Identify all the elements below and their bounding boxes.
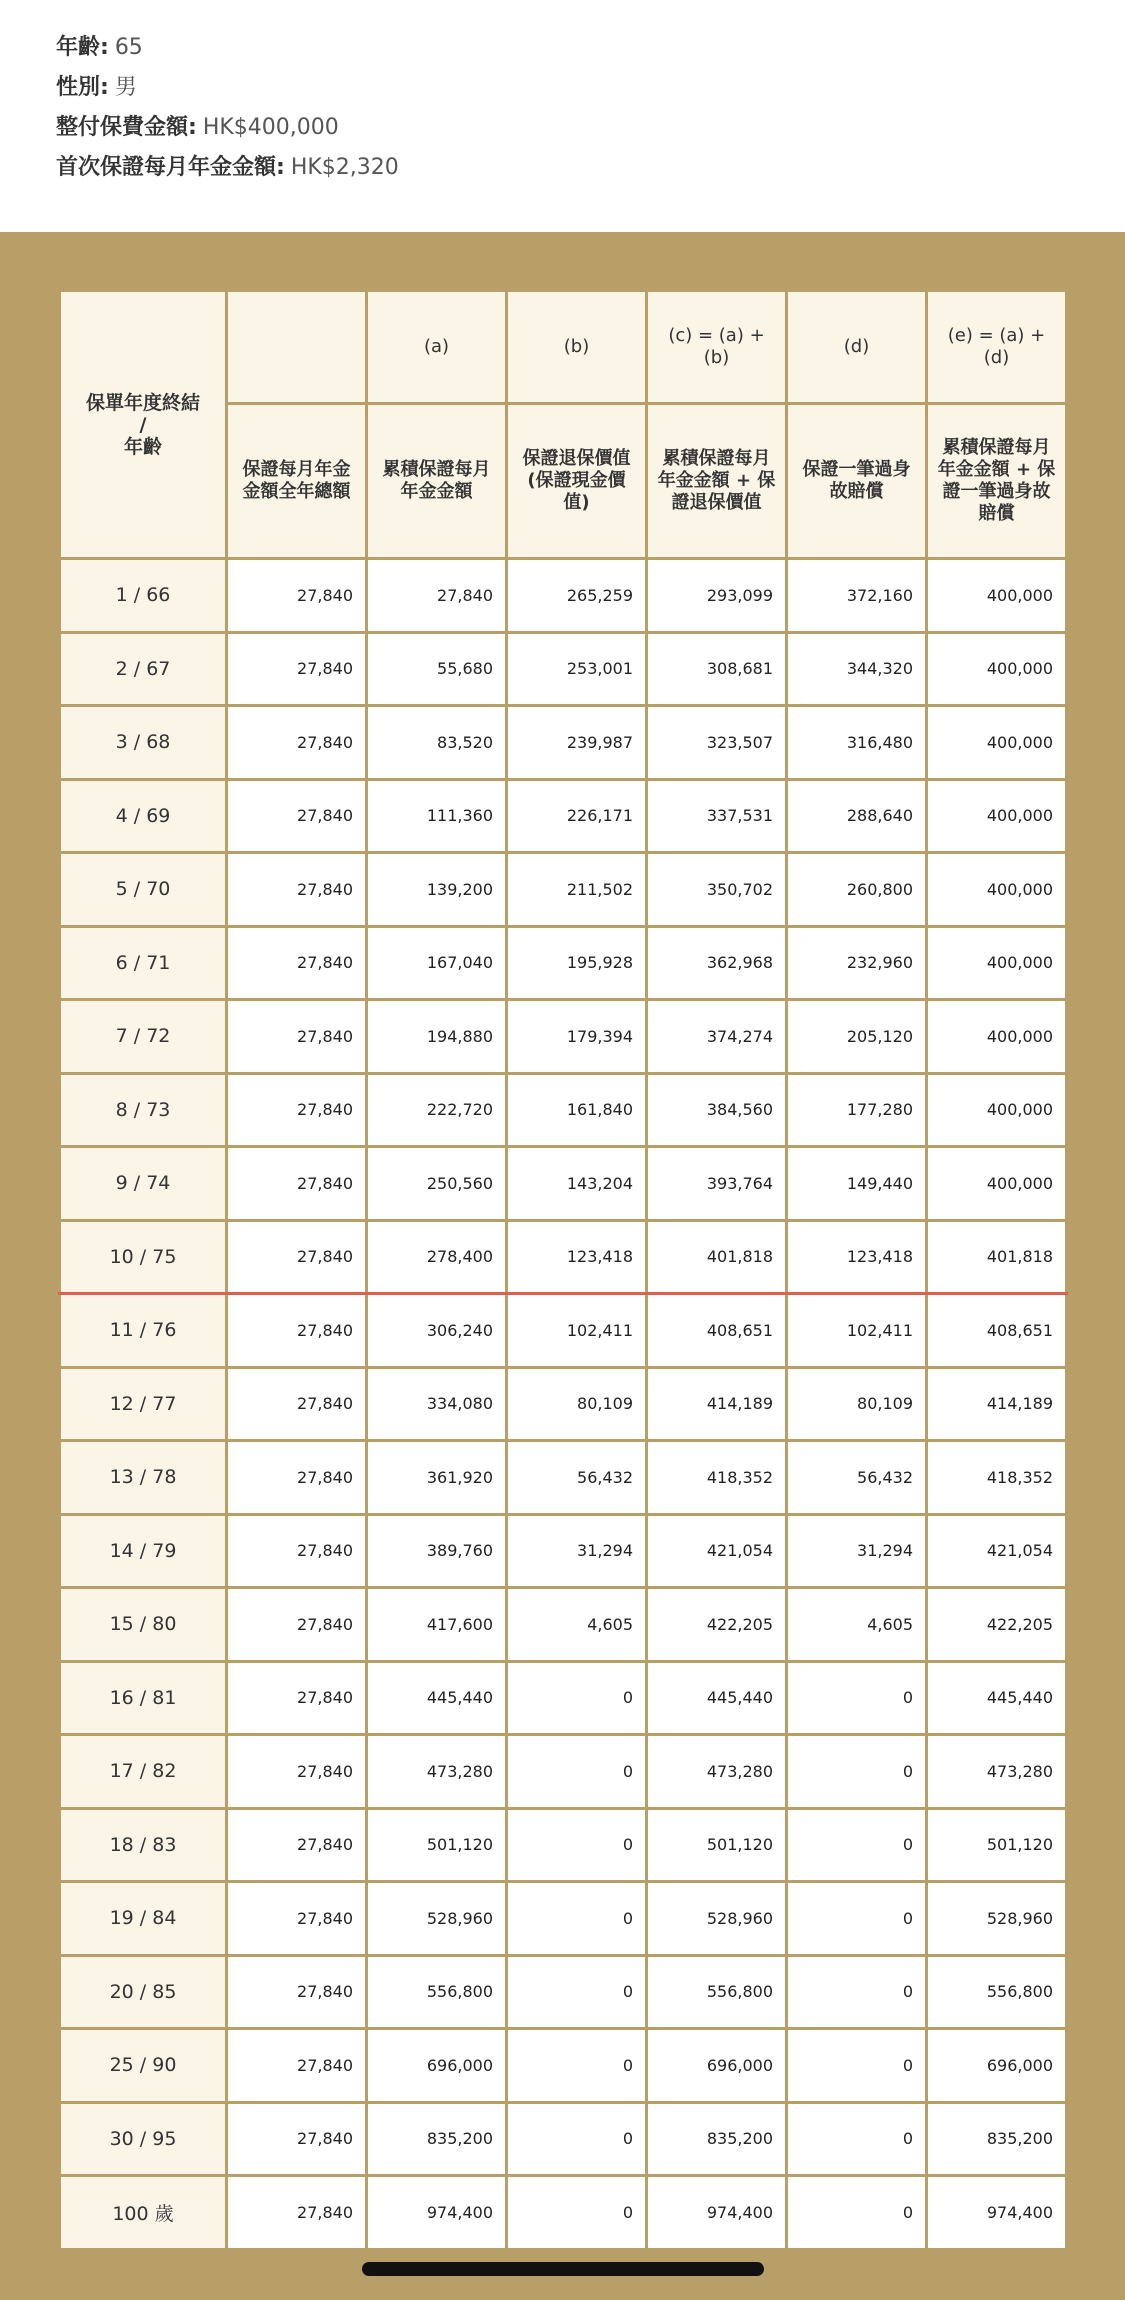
table-cell: 265,259 xyxy=(507,559,647,633)
table-cell: 149,440 xyxy=(787,1147,927,1221)
column-code: (b) xyxy=(507,291,647,404)
table-cell: 27,840 xyxy=(227,559,367,633)
row-year-age: 100 歲 xyxy=(60,2176,227,2250)
row-year-age: 12 / 77 xyxy=(60,1367,227,1441)
table-cell: 974,400 xyxy=(647,2176,787,2250)
column-code: (d) xyxy=(787,291,927,404)
table-cell: 401,818 xyxy=(927,1220,1067,1294)
table-cell: 139,200 xyxy=(367,853,507,927)
table-cell: 278,400 xyxy=(367,1220,507,1294)
table-cell: 4,605 xyxy=(507,1588,647,1662)
table-cell: 400,000 xyxy=(927,1147,1067,1221)
table-cell: 27,840 xyxy=(227,853,367,927)
table-cell: 27,840 xyxy=(227,1808,367,1882)
header-row-codes xyxy=(60,291,1067,404)
table-cell: 143,204 xyxy=(507,1147,647,1221)
table-cell: 27,840 xyxy=(227,1220,367,1294)
table-cell: 974,400 xyxy=(367,2176,507,2250)
table-body xyxy=(60,559,1067,2250)
column-code-empty xyxy=(227,291,367,404)
table-cell: 27,840 xyxy=(227,1000,367,1074)
table-cell: 445,440 xyxy=(647,1661,787,1735)
table-cell: 80,109 xyxy=(787,1367,927,1441)
benefit-table xyxy=(58,289,1068,2251)
year-header-line: 保單年度終結 xyxy=(85,391,200,414)
table-row xyxy=(60,1441,1067,1515)
column-code: (c) = (a) + (b) xyxy=(647,291,787,404)
table-cell: 27,840 xyxy=(227,1147,367,1221)
table-cell: 27,840 xyxy=(227,2176,367,2250)
table-row xyxy=(60,1073,1067,1147)
table-row xyxy=(60,1147,1067,1221)
table-row xyxy=(60,1955,1067,2029)
table-row xyxy=(60,1367,1067,1441)
summary-label: 性別: xyxy=(56,75,109,100)
summary-gender xyxy=(56,68,1056,108)
table-cell: 111,360 xyxy=(367,779,507,853)
table-cell: 528,960 xyxy=(647,1882,787,1956)
table-cell: 0 xyxy=(787,1955,927,2029)
table-cell: 293,099 xyxy=(647,559,787,633)
row-year-age: 7 / 72 xyxy=(60,1000,227,1074)
summary-value: 65 xyxy=(114,35,143,60)
table-cell: 167,040 xyxy=(367,926,507,1000)
table-cell: 195,928 xyxy=(507,926,647,1000)
table-cell: 473,280 xyxy=(927,1735,1067,1809)
table-cell: 422,205 xyxy=(647,1588,787,1662)
row-year-age: 14 / 79 xyxy=(60,1514,227,1588)
table-cell: 414,189 xyxy=(927,1367,1067,1441)
table-cell: 27,840 xyxy=(227,1441,367,1515)
table-cell: 400,000 xyxy=(927,1000,1067,1074)
table-cell: 55,680 xyxy=(367,632,507,706)
row-year-age: 30 / 95 xyxy=(60,2102,227,2176)
table-cell: 56,432 xyxy=(507,1441,647,1515)
summary-monthly-annuity xyxy=(56,148,1056,188)
table-cell: 4,605 xyxy=(787,1588,927,1662)
summary-value: HK$400,000 xyxy=(202,115,339,140)
table-row xyxy=(60,853,1067,927)
table-cell: 372,160 xyxy=(787,559,927,633)
table-cell: 27,840 xyxy=(227,1294,367,1368)
table-cell: 27,840 xyxy=(227,926,367,1000)
table-row xyxy=(60,2029,1067,2103)
table-cell: 0 xyxy=(507,2176,647,2250)
table-row xyxy=(60,1294,1067,1368)
table-row xyxy=(60,1588,1067,1662)
table-cell: 418,352 xyxy=(647,1441,787,1515)
summary-label: 年齡: xyxy=(56,35,109,60)
table-cell: 528,960 xyxy=(367,1882,507,1956)
table-cell: 361,920 xyxy=(367,1441,507,1515)
table-row xyxy=(60,1000,1067,1074)
column-header: 累積保證每月年金金額 xyxy=(367,404,507,559)
table-cell: 123,418 xyxy=(787,1220,927,1294)
table-cell: 161,840 xyxy=(507,1073,647,1147)
row-year-age: 20 / 85 xyxy=(60,1955,227,2029)
table-row xyxy=(60,559,1067,633)
table-cell: 0 xyxy=(507,2029,647,2103)
table-cell: 337,531 xyxy=(647,779,787,853)
table-cell: 556,800 xyxy=(367,1955,507,2029)
table-cell: 222,720 xyxy=(367,1073,507,1147)
row-year-age: 3 / 68 xyxy=(60,706,227,780)
table-row xyxy=(60,632,1067,706)
table-cell: 177,280 xyxy=(787,1073,927,1147)
table-cell: 414,189 xyxy=(647,1367,787,1441)
table-cell: 205,120 xyxy=(787,1000,927,1074)
table-cell: 400,000 xyxy=(927,926,1067,1000)
policy-summary xyxy=(56,28,1056,188)
table-cell: 473,280 xyxy=(367,1735,507,1809)
row-year-age: 17 / 82 xyxy=(60,1735,227,1809)
table-cell: 0 xyxy=(507,2102,647,2176)
table-cell: 239,987 xyxy=(507,706,647,780)
table-cell: 250,560 xyxy=(367,1147,507,1221)
summary-value: 男 xyxy=(114,75,137,100)
table-cell: 0 xyxy=(787,2176,927,2250)
table-cell: 194,880 xyxy=(367,1000,507,1074)
table-cell: 27,840 xyxy=(227,1955,367,2029)
table-cell: 400,000 xyxy=(927,779,1067,853)
row-year-age: 25 / 90 xyxy=(60,2029,227,2103)
year-header-line: / xyxy=(139,413,147,436)
row-year-age: 15 / 80 xyxy=(60,1588,227,1662)
table-cell: 974,400 xyxy=(927,2176,1067,2250)
table-cell: 27,840 xyxy=(367,559,507,633)
table-cell: 384,560 xyxy=(647,1073,787,1147)
table-cell: 835,200 xyxy=(927,2102,1067,2176)
table-cell: 835,200 xyxy=(647,2102,787,2176)
table-cell: 253,001 xyxy=(507,632,647,706)
table-row xyxy=(60,1808,1067,1882)
table-cell: 835,200 xyxy=(367,2102,507,2176)
table-row xyxy=(60,2102,1067,2176)
table-cell: 421,054 xyxy=(927,1514,1067,1588)
table-cell: 27,840 xyxy=(227,1661,367,1735)
table-cell: 344,320 xyxy=(787,632,927,706)
table-cell: 400,000 xyxy=(927,1073,1067,1147)
table-cell: 211,502 xyxy=(507,853,647,927)
table-cell: 0 xyxy=(507,1955,647,2029)
table-cell: 389,760 xyxy=(367,1514,507,1588)
table-cell: 445,440 xyxy=(367,1661,507,1735)
table-row xyxy=(60,926,1067,1000)
column-header: 保證每月年金金額全年總額 xyxy=(227,404,367,559)
home-indicator xyxy=(362,2262,764,2276)
summary-value: HK$2,320 xyxy=(290,155,399,180)
table-cell: 179,394 xyxy=(507,1000,647,1074)
column-code: (e) = (a) + (d) xyxy=(927,291,1067,404)
table-cell: 556,800 xyxy=(927,1955,1067,2029)
table-cell: 27,840 xyxy=(227,1588,367,1662)
table-cell: 288,640 xyxy=(787,779,927,853)
summary-label: 整付保費金額: xyxy=(56,115,197,140)
table-cell: 393,764 xyxy=(647,1147,787,1221)
row-year-age: 10 / 75 xyxy=(60,1220,227,1294)
table-cell: 306,240 xyxy=(367,1294,507,1368)
benefit-table-container xyxy=(58,289,1065,2245)
table-cell: 0 xyxy=(507,1808,647,1882)
table-cell: 374,274 xyxy=(647,1000,787,1074)
table-cell: 445,440 xyxy=(927,1661,1067,1735)
table-cell: 501,120 xyxy=(367,1808,507,1882)
table-cell: 400,000 xyxy=(927,559,1067,633)
table-cell: 123,418 xyxy=(507,1220,647,1294)
row-year-age: 13 / 78 xyxy=(60,1441,227,1515)
summary-premium xyxy=(56,108,1056,148)
row-year-age: 6 / 71 xyxy=(60,926,227,1000)
table-cell: 696,000 xyxy=(367,2029,507,2103)
row-year-age: 5 / 70 xyxy=(60,853,227,927)
table-cell: 27,840 xyxy=(227,1882,367,1956)
table-cell: 417,600 xyxy=(367,1588,507,1662)
row-year-age: 11 / 76 xyxy=(60,1294,227,1368)
table-cell: 0 xyxy=(787,1808,927,1882)
table-cell: 260,800 xyxy=(787,853,927,927)
table-cell: 80,109 xyxy=(507,1367,647,1441)
table-cell: 422,205 xyxy=(927,1588,1067,1662)
table-cell: 102,411 xyxy=(787,1294,927,1368)
table-cell: 226,171 xyxy=(507,779,647,853)
table-cell: 401,818 xyxy=(647,1220,787,1294)
row-year-age: 1 / 66 xyxy=(60,559,227,633)
table-cell: 400,000 xyxy=(927,632,1067,706)
column-code: (a) xyxy=(367,291,507,404)
table-cell: 27,840 xyxy=(227,779,367,853)
table-cell: 501,120 xyxy=(647,1808,787,1882)
table-row xyxy=(60,1661,1067,1735)
table-row xyxy=(60,1220,1067,1294)
table-cell: 334,080 xyxy=(367,1367,507,1441)
column-header: 保證退保價值 (保證現金價值) xyxy=(507,404,647,559)
column-header: 保證一筆過身故賠償 xyxy=(787,404,927,559)
table-cell: 400,000 xyxy=(927,853,1067,927)
row-year-age: 19 / 84 xyxy=(60,1882,227,1956)
table-cell: 27,840 xyxy=(227,632,367,706)
table-cell: 27,840 xyxy=(227,1073,367,1147)
row-year-age: 9 / 74 xyxy=(60,1147,227,1221)
table-cell: 408,651 xyxy=(647,1294,787,1368)
table-cell: 0 xyxy=(787,2029,927,2103)
table-row xyxy=(60,1735,1067,1809)
column-header: 累積保證每月年金金額 + 保證一筆過身故賠償 xyxy=(927,404,1067,559)
table-cell: 421,054 xyxy=(647,1514,787,1588)
row-year-age: 8 / 73 xyxy=(60,1073,227,1147)
table-cell: 308,681 xyxy=(647,632,787,706)
row-year-age: 16 / 81 xyxy=(60,1661,227,1735)
table-cell: 0 xyxy=(787,1882,927,1956)
table-cell: 27,840 xyxy=(227,706,367,780)
row-year-age: 2 / 67 xyxy=(60,632,227,706)
table-cell: 350,702 xyxy=(647,853,787,927)
table-cell: 83,520 xyxy=(367,706,507,780)
table-row xyxy=(60,706,1067,780)
table-cell: 31,294 xyxy=(787,1514,927,1588)
table-cell: 556,800 xyxy=(647,1955,787,2029)
table-cell: 501,120 xyxy=(927,1808,1067,1882)
table-cell: 400,000 xyxy=(927,706,1067,780)
table-cell: 102,411 xyxy=(507,1294,647,1368)
table-cell: 0 xyxy=(787,1735,927,1809)
table-cell: 323,507 xyxy=(647,706,787,780)
table-cell: 528,960 xyxy=(927,1882,1067,1956)
table-cell: 31,294 xyxy=(507,1514,647,1588)
table-cell: 27,840 xyxy=(227,2102,367,2176)
table-row xyxy=(60,779,1067,853)
table-cell: 27,840 xyxy=(227,2029,367,2103)
year-age-header xyxy=(60,291,227,559)
table-cell: 696,000 xyxy=(647,2029,787,2103)
table-cell: 418,352 xyxy=(927,1441,1067,1515)
table-cell: 27,840 xyxy=(227,1514,367,1588)
table-cell: 0 xyxy=(507,1882,647,1956)
table-cell: 0 xyxy=(507,1735,647,1809)
summary-label: 首次保證每月年金金額: xyxy=(56,155,285,180)
table-cell: 362,968 xyxy=(647,926,787,1000)
table-cell: 27,840 xyxy=(227,1367,367,1441)
table-row xyxy=(60,1882,1067,1956)
table-row xyxy=(60,2176,1067,2250)
summary-age xyxy=(56,28,1056,68)
table-row xyxy=(60,1514,1067,1588)
table-cell: 316,480 xyxy=(787,706,927,780)
column-header: 累積保證每月年金金額 + 保證退保價值 xyxy=(647,404,787,559)
table-cell: 56,432 xyxy=(787,1441,927,1515)
row-year-age: 4 / 69 xyxy=(60,779,227,853)
table-cell: 0 xyxy=(787,2102,927,2176)
table-cell: 232,960 xyxy=(787,926,927,1000)
year-header-line: 年齡 xyxy=(123,435,162,458)
table-cell: 0 xyxy=(787,1661,927,1735)
table-cell: 0 xyxy=(507,1661,647,1735)
table-cell: 473,280 xyxy=(647,1735,787,1809)
table-cell: 27,840 xyxy=(227,1735,367,1809)
row-year-age: 18 / 83 xyxy=(60,1808,227,1882)
table-cell: 408,651 xyxy=(927,1294,1067,1368)
table-cell: 696,000 xyxy=(927,2029,1067,2103)
